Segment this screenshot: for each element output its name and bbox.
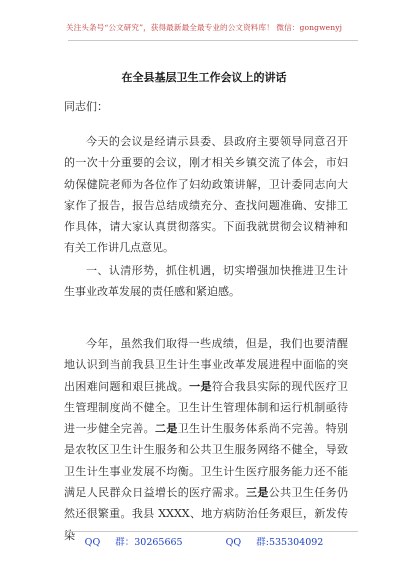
header-divider [68,40,358,41]
point-two-marker: 二是 [155,422,178,436]
paragraph-intro: 今天的会议是经请示县委、县政府主要领导同意召开的一次十分重要的会议，刚才相关乡镇交流了体会，市妇幼保健院老师为各位作了妇幼政策讲解，卫计委同志向大家作了报告，报告总结成绩充分、查找问题准确、安排工作具体，请大家认真贯彻落实。下面我就贯彻会议精神和有关工作讲几点意见。 [64,135,348,255]
footer-qq-group-1: QQ 群：30265665 [84,537,183,548]
point-one-marker: 一是 [189,379,212,393]
point-one-text: 符合我县实际的现代医疗卫生管理制度尚不健全。卫生计生管理体制和运行机制亟待进一步健全完善。 [64,379,348,436]
document-title: 在全县基层卫生工作会议上的讲话 [121,71,287,84]
footer-qq-group-2: QQ 群:535304092 [225,537,324,548]
point-two-text: 卫生计生服务体系尚不完善。特别是农牧区卫生计生服务和公共卫生服务网络不健全，导致卫生计生事业发展不均衡。卫生计生医疗服务能力还不能满足人民群众日益增长的医疗需求。 [64,422,348,500]
paragraph-problems [64,333,348,546]
point-three-text: 公共卫生任务仍然还很繁重。我县 XXXX、地方病防治任务艰巨，新发传染 [64,486,348,542]
page-header-banner: 关注头条号“公文研究”，获得最新最全最专业的公文资料库！ 微信：gongwenyj [65,23,343,32]
paragraph-problems-intro: 今年，虽然我们取得一些成绩，但是，我们也要清醒地认识到当前我县卫生计生事业改革发展进程中面临的突出困难问题和艰巨挑战。 [64,337,348,393]
page-footer [0,534,408,548]
point-three-marker: 三是 [246,486,269,500]
paragraph-section-heading: 一、认清形势，抓住机遇，切实增强加快推进卫生计生事业改革发展的责任感和紧迫感。 [64,264,348,299]
salutation: 同志们： [64,100,108,113]
footer-divider [68,531,358,532]
